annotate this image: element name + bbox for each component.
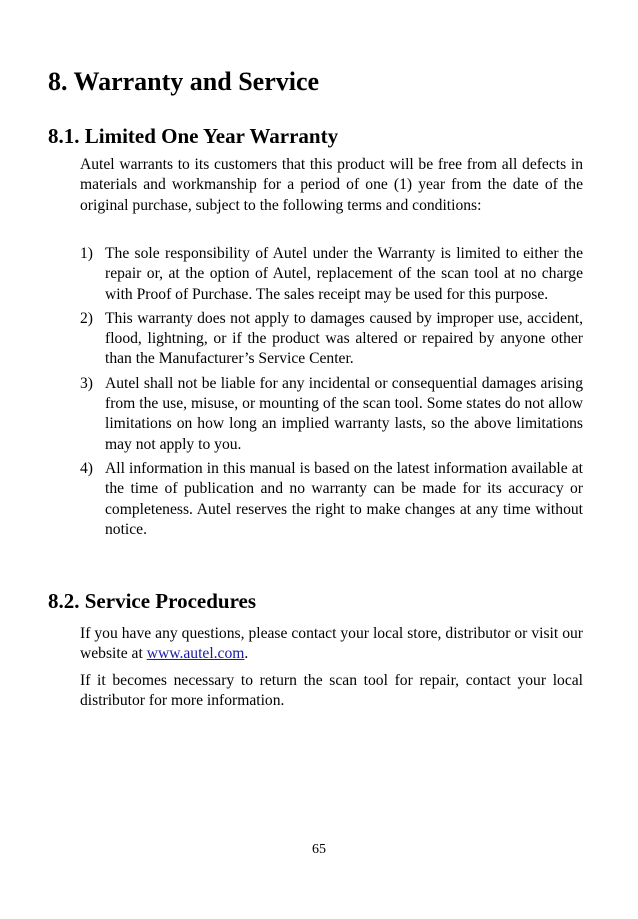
list-item-text: The sole responsibility of Autel under the Warranty is limited to either the repair or, at the option of Autel, replacement of the scan tool at no charge with Proof of Purchase. The sales receipt may be used for this purpose. <box>105 245 583 303</box>
list-item <box>80 309 583 370</box>
list-item-text: This warranty does not apply to damages caused by improper use, accident, flood, lightning, or if the product was altered or repaired by anyone other than the Manufacturer’s Service Center. <box>105 309 583 368</box>
service-contact-text: If you have any questions, please contact your local store, distributor or visit our website at <box>80 625 583 663</box>
list-item-number: 1) <box>80 245 93 262</box>
list-item-number: 4) <box>80 459 93 477</box>
chapter-title: 8. Warranty and Service <box>48 67 320 96</box>
service-paragraph-repair: If it becomes necessary to return the scan tool for repair, contact your local distributor for more information. <box>80 672 583 710</box>
list-item-number: 3) <box>80 374 93 392</box>
service-heading: 8.2. Service Procedures <box>48 589 257 613</box>
warranty-heading: 8.1. Limited One Year Warranty <box>48 124 339 148</box>
list-item <box>80 374 583 455</box>
list-item <box>80 244 583 305</box>
service-contact-period: . <box>244 645 249 663</box>
warranty-intro: Autel warrants to its customers that this product will be free from all defects in materials and workmanship for a period of one (1) year from the date of the original purchase, subject to the following terms and conditions: <box>80 156 583 214</box>
page-number: 65 <box>312 842 326 857</box>
list-item-text: Autel shall not be liable for any incidental or consequential damages arising from the use, misuse, or mounting of the scan tool. Some states do not allow limitations on how long an implied warranty lasts, so the above limitations may not apply to you. <box>105 374 583 453</box>
warranty-terms-list <box>80 244 583 544</box>
service-paragraph-contact <box>80 624 583 665</box>
list-item-text: All information in this manual is based on the latest information available at the time of publication and no warranty can be made for its accuracy or completeness. Autel reserves the right to make changes at any time without notice. <box>105 459 583 538</box>
list-item-number: 2) <box>80 309 93 327</box>
website-link[interactable]: www.autel.com <box>146 645 245 663</box>
list-item <box>80 459 583 540</box>
